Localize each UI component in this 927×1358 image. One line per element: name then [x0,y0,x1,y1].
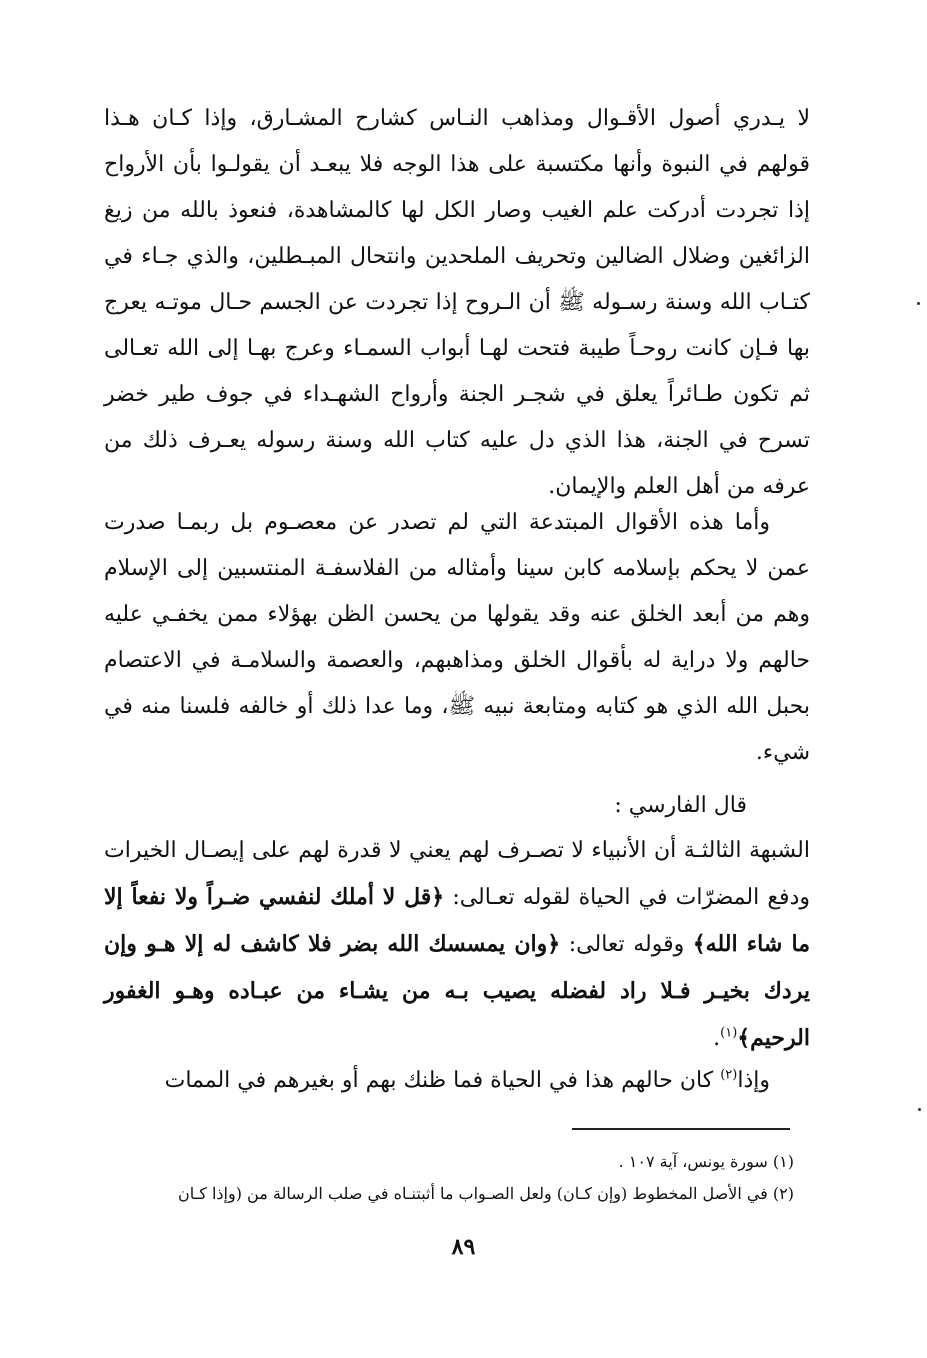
paragraph-4 [104,1058,810,1104]
quran-verse-1: ﴿قل لا أملك لنفسي ضـراً ولا نفعاً إلا ما شاء الله﴾ [104,884,810,957]
quran-verse-2: ﴿وان يمسسك الله بضر فلا كاشف له إلا هـو وإن يردك بخيـر فـلا راد لفضله يصيب بـه من يشـاء من عبـاده وهـو الغفور الرحيم﴾ [104,931,810,1051]
footnote-marker-1[interactable]: (١) [720,1025,738,1041]
paragraph-4-rest: كان حالهم هذا في الحياة فما ظنك بهم أو بغيرهم في الممات [164,1068,721,1093]
paragraph-1: لا يـدري أصول الأقـوال ومذاهب النـاس كشارح المشـارق، وإذا كـان هـذا قولهم في النبوة وأنها مكتسبة على هذا الوجه فلا يبعـد أن يقولـوا بأن الأرواح إذا تجردت أدركت علم الغيب وصار الكل لها كالمشاهدة، فنعوذ بالله من زيغ الزائغين وضلال الضالين وتحريف الملحدين وانتحال المبـطلين، والذي جـاء في كتـاب الله وسنة رسـوله ﷺ أن الـروح إذا تجردت عن الجسم حـال موتـه يعرج بها فـإن كانت روحـاً طيبة فتحت لهـا أبواب السمـاء وعرج بهـا إلى الله تعـالى ثم تكون طـائراً يعلق في شجـر الجنة وأرواح الشهـداء في جوف طير خضر تسرح في الجنة، هذا الذي دل عليه كتاب الله وسنة رسوله يعـرف ذلك من عرفه من أهل العلم والإيمان. [104,106,810,499]
paragraph-2-text: وأما هذه الأقوال المبتدعة التي لم تصدر عن معصـوم بل ربمـا صدرت عمن لا يحكم بإسلامه كابن سينا وأمثاله من الفلاسفـة المنتسبين إلى الإسلام وهم من أبعد الخلق عنه وقد يقولها من يحسن الظن بهؤلاء ممن يخفـي عليه حالهم ولا دراية له بأقوال الخلق ومذاهبهم، والعصمة والسلامـة في الاعتصام بحبل الله الذي هو كتابه ومتابعة نبيه ﷺ، وما عدا ذلك أو خالفه فلسنا منه في شيء. [104,510,810,765]
footnote-1: (١) سورة يونس، آية ١٠٧ . [618,1152,794,1171]
paragraph-3-intro: الشبهة الثالثـة أن الأنبياء لا تصـرف لهم يعني لا قدرة لهم على إيصـال الخيرات ودفع المضرّات في الحياة لقوله تعـالى: [104,838,810,910]
footnote-marker-2[interactable]: (٢) [720,1067,738,1083]
page-number: ٨٩ [451,1234,476,1260]
paragraph-3 [104,828,810,1062]
footnotes [104,1146,794,1210]
paragraph-2 [104,500,810,776]
footnote-separator [572,1128,790,1130]
footnote-2: (٢) في الأصل المخطوط (وإن كـان) ولعل الصـواب ما أثبتنـاه في صلب الرسالة من (وإذا كـان [177,1184,794,1203]
scan-speck [917,302,920,305]
paragraph-3-mid: وقوله تعالى: [568,932,685,957]
scan-speck [918,1108,921,1111]
section-heading: قال الفارسي : [614,793,747,818]
paragraph-4-start: وإذا [737,1068,770,1093]
paragraph-3-end: . [713,1026,721,1051]
